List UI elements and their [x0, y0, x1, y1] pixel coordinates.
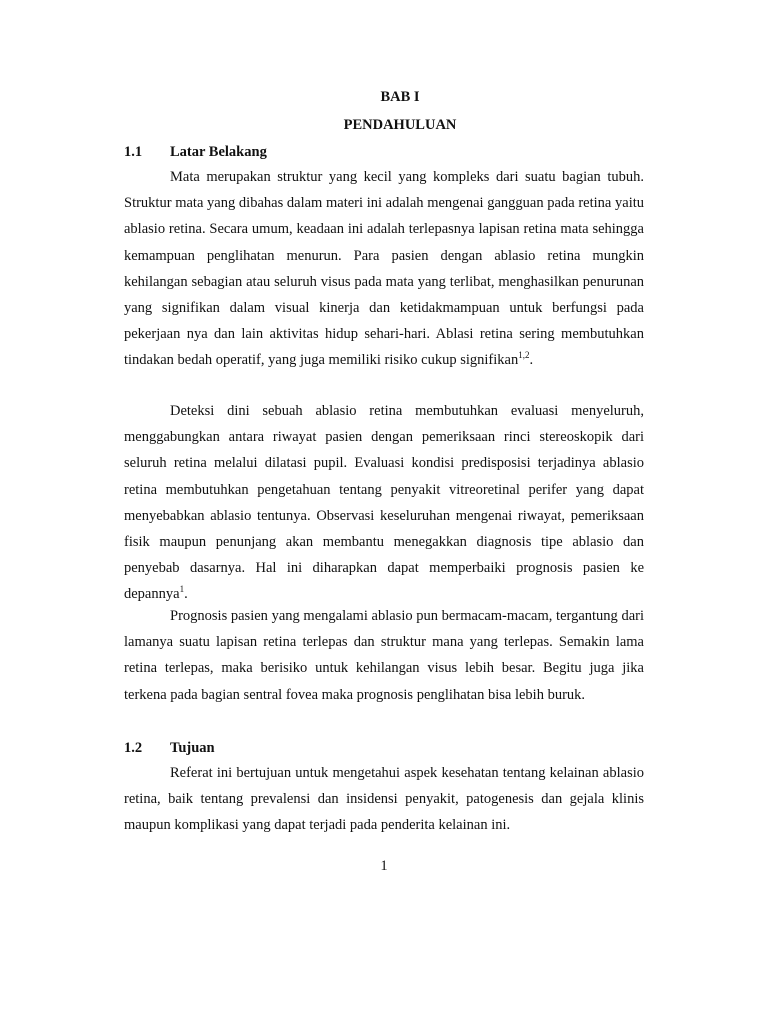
paragraph: [124, 398, 644, 608]
citation: 1,2: [518, 350, 530, 361]
citation: 1: [179, 584, 185, 595]
paragraph: [124, 760, 644, 839]
paragraph-text: Deteksi dini sebuah ablasio retina membutuhkan evaluasi menyeluruh, menggabungkan antara riwayat pasien dengan pemeriksaan rinci stereoskopik dari seluruh retina melalui dilatasi pupil. Evaluasi kondisi predisposisi terjadinya ablasio retina membutuhkan pengetahuan tentang penyakit vitreoretinal perifer yang dapat menyebabkan ablasio tentunya. Observasi keseluruhan mengenai riwayat, pemeriksaan fisik maupun penunjang akan membantu menegakkan diagnosis tipe ablasio dan penyebab dasarnya. Hal ini diharapkan dapat memperbaiki prognosis pasien ke depannya: [124, 403, 644, 603]
section-heading-tujuan: [124, 740, 215, 757]
section-title: Tujuan: [170, 740, 215, 756]
paragraph-text: Prognosis pasien yang mengalami ablasio pun bermacam-macam, tergantung dari lamanya suatu lapisan retina terlepas dan struktur mana yang terlepas. Semakin lama retina terlepas, maka berisiko untuk kehilangan visus lebih besar. Begitu juga jika terkena pada bagian sentral fovea maka prognosis penglihatan bisa lebih buruk.: [124, 608, 644, 703]
paragraph-end: .: [184, 586, 188, 603]
paragraph: [124, 603, 644, 708]
paragraph-text: Referat ini bertujuan untuk mengetahui aspek kesehatan tentang kelainan ablasio retina, baik tentang prevalensi dan insidensi penyakit, patogenesis dan gejala klinis maupun komplikasi yang dapat terjadi pada penderita kelainan ini.: [124, 765, 644, 834]
chapter-number: BAB I: [380, 89, 420, 105]
page-number: 1: [380, 858, 388, 874]
paragraph-text: Mata merupakan struktur yang kecil yang kompleks dari suatu bagian tubuh. Struktur mata yang dibahas dalam materi ini adalah mengenai gangguan pada retina yaitu ablasio retina. Secara umum, keadaan ini adalah terlepasnya lapisan retina mata sehingga kemampuan penglihatan menurun. Para pasien dengan ablasio retina mungkin kehilangan sebagian atau seluruh visus pada mata yang terlibat, menghasilkan penurunan yang signifikan dalam visual kinerja dan ketidakmampuan untuk berfungsi pada pekerjaan nya dan lain aktivitas hidup sehari-hari. Ablasi retina sering membutuhkan tindakan bedah operatif, yang juga memiliki risiko cukup signifikan: [124, 169, 644, 369]
section-number: 1.1: [124, 144, 143, 160]
section-heading-latar-belakang: [124, 144, 267, 161]
paragraph-end: .: [529, 352, 534, 369]
section-number: 1.2: [124, 740, 143, 756]
chapter-title: PENDAHULUAN: [343, 117, 457, 133]
paragraph: [124, 164, 644, 374]
section-title: Latar Belakang: [170, 144, 267, 160]
